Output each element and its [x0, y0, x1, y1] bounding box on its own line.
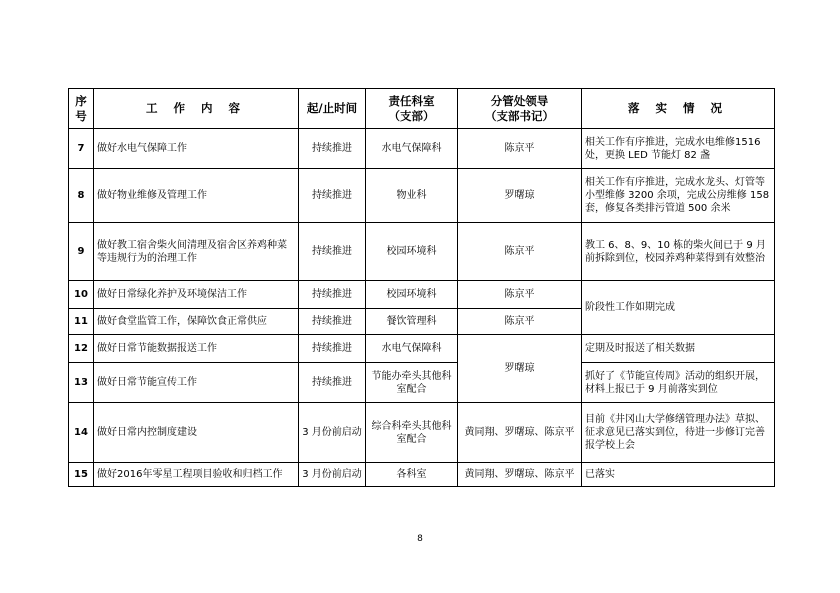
row-dept: 餐饮管理科: [366, 309, 458, 335]
row-content: 做好日常节能宣传工作: [94, 363, 299, 403]
row-content: 做好2016年零星工程项目验收和归档工作: [94, 463, 299, 487]
row-no: 11: [69, 309, 94, 335]
row-no: 14: [69, 403, 94, 463]
row-status: 抓好了《节能宣传周》活动的组织开展，材料上报已于 9 月前落实到位: [582, 363, 775, 403]
table-row: [69, 463, 775, 487]
header-time: 起/止时间: [299, 89, 366, 129]
row-dept: 综合科牵头其他科室配合: [366, 403, 458, 463]
row-dept: 各科室: [366, 463, 458, 487]
row-leader-merged: 罗曙琼: [458, 335, 582, 403]
row-leader: 陈京平: [458, 129, 582, 169]
row-dept: 校园环境科: [366, 281, 458, 309]
work-table: [68, 88, 775, 487]
row-status: 目前《井冈山大学修缮管理办法》草拟、征求意见已落实到位，待进一步修订完善报学校上会: [582, 403, 775, 463]
row-dept: 校园环境科: [366, 223, 458, 281]
row-status: 相关工作有序推进，完成水电维修1516处，更换 LED 节能灯 82 盏: [582, 129, 775, 169]
row-dept: 物业科: [366, 169, 458, 223]
row-status-merged: 阶段性工作如期完成: [582, 281, 775, 335]
row-time: 持续推进: [299, 129, 366, 169]
row-status: 相关工作有序推进，完成水龙头、灯管等小型维修 3200 余项，完成公房维修 158 套，修复各类排污管道 500 余米: [582, 169, 775, 223]
row-leader: 罗曙琼: [458, 169, 582, 223]
row-time: 3 月份前启动: [299, 403, 366, 463]
row-content: 做好日常绿化养护及环境保洁工作: [94, 281, 299, 309]
row-no: 9: [69, 223, 94, 281]
row-content: 做好食堂监管工作，保障饮食正常供应: [94, 309, 299, 335]
table-row: [69, 281, 775, 309]
row-dept: 水电气保障科: [366, 129, 458, 169]
row-no: 10: [69, 281, 94, 309]
table-row: [69, 169, 775, 223]
row-content: 做好日常节能数据报送工作: [94, 335, 299, 363]
row-content: 做好物业维修及管理工作: [94, 169, 299, 223]
row-time: 持续推进: [299, 169, 366, 223]
table-row: [69, 403, 775, 463]
header-dept: 责任科室 （支部）: [366, 89, 458, 129]
header-content: 工 作 内 容: [94, 89, 299, 129]
row-leader: 黄同翔、罗曙琼、陈京平: [458, 403, 582, 463]
header-status: 落 实 情 况: [582, 89, 775, 129]
table-row: [69, 129, 775, 169]
table-row: [69, 335, 775, 363]
row-no: 8: [69, 169, 94, 223]
row-dept: 水电气保障科: [366, 335, 458, 363]
row-time: 持续推进: [299, 309, 366, 335]
row-content: 做好水电气保障工作: [94, 129, 299, 169]
row-no: 7: [69, 129, 94, 169]
header-no: 序 号: [69, 89, 94, 129]
row-time: 3 月份前启动: [299, 463, 366, 487]
table-row: [69, 363, 775, 403]
row-status: 教工 6、8、9、10 栋的柴火间已于 9 月前拆除到位，校园养鸡种菜得到有效整治: [582, 223, 775, 281]
row-dept: 节能办牵头其他科室配合: [366, 363, 458, 403]
row-leader: 陈京平: [458, 309, 582, 335]
row-leader: 陈京平: [458, 223, 582, 281]
row-content: 做好教工宿舍柴火间清理及宿舍区养鸡种菜等违规行为的治理工作: [94, 223, 299, 281]
row-time: 持续推进: [299, 335, 366, 363]
page-number: 8: [417, 534, 423, 544]
row-content: 做好日常内控制度建设: [94, 403, 299, 463]
row-no: 13: [69, 363, 94, 403]
row-leader: 黄同翔、罗曙琼、陈京平: [458, 463, 582, 487]
row-time: 持续推进: [299, 223, 366, 281]
table-header-row: [69, 89, 775, 129]
row-no: 15: [69, 463, 94, 487]
table-row: [69, 223, 775, 281]
row-no: 12: [69, 335, 94, 363]
row-status: 已落实: [582, 463, 775, 487]
row-leader: 陈京平: [458, 281, 582, 309]
row-status: 定期及时报送了相关数据: [582, 335, 775, 363]
row-time: 持续推进: [299, 363, 366, 403]
row-time: 持续推进: [299, 281, 366, 309]
header-leader: 分管处领导 （支部书记）: [458, 89, 582, 129]
